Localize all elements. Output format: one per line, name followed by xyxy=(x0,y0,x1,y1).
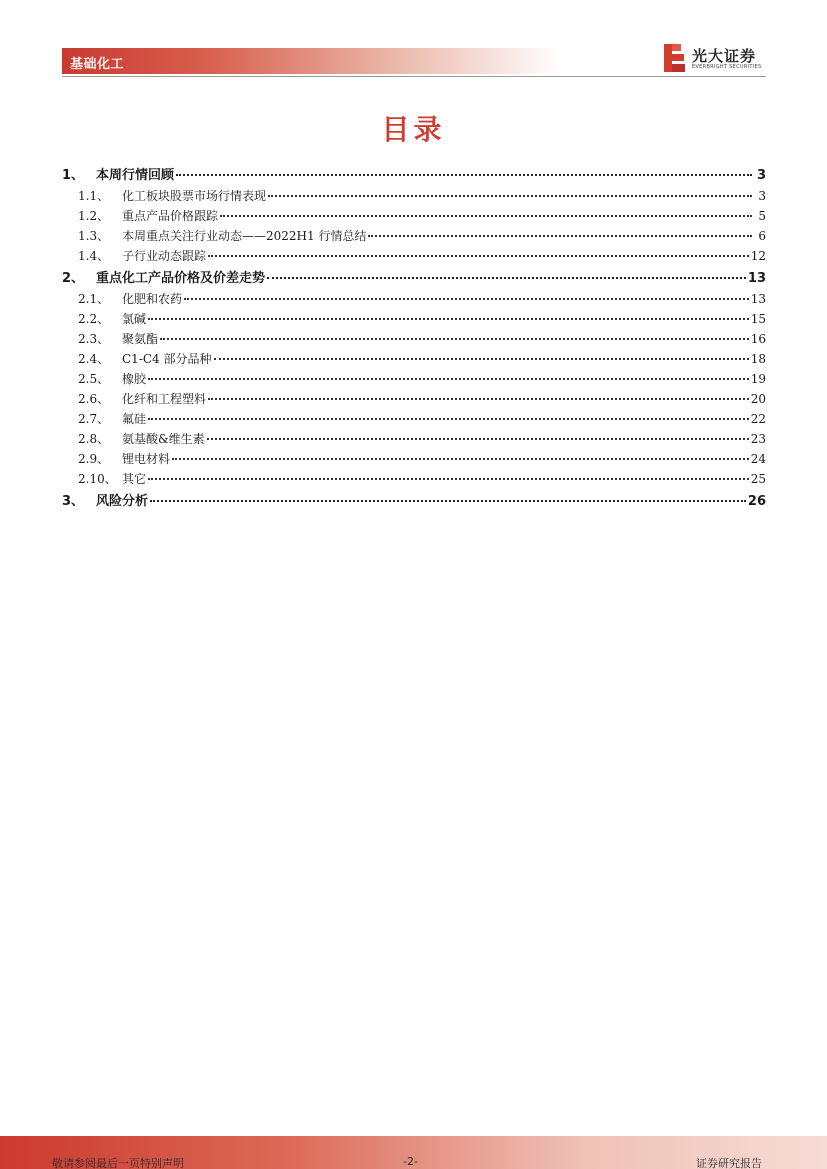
toc-entry[interactable] xyxy=(62,310,766,330)
toc-entry-page: 23 xyxy=(750,432,766,446)
toc-entry[interactable] xyxy=(62,450,766,470)
toc-dot-leader xyxy=(220,215,752,217)
footer-report-type: 证券研究报告 xyxy=(696,1157,762,1169)
toc-entry-number: 2.3、 xyxy=(78,332,110,346)
toc-entry-title: 锂电材料 xyxy=(122,452,171,466)
toc-entry-page: 5 xyxy=(758,209,766,223)
footer-page-number: -2- xyxy=(403,1155,418,1168)
toc-entry[interactable] xyxy=(62,410,766,430)
toc-entry-page: 15 xyxy=(750,312,766,326)
footer-disclaimer: 敬请参阅最后一页特别声明 xyxy=(52,1157,184,1169)
toc-entry-number: 2.6、 xyxy=(78,392,110,406)
toc-entry-number: 1.3、 xyxy=(78,229,110,243)
toc-entry-title: 橡胶 xyxy=(122,372,147,386)
toc-dot-leader xyxy=(268,195,752,197)
toc-entry-title: 化纤和工程塑料 xyxy=(122,392,207,406)
toc-entry-number: 2.5、 xyxy=(78,372,110,386)
toc-dot-leader xyxy=(176,174,752,176)
toc-entry-number: 2.10、 xyxy=(78,472,117,486)
toc-entry-page: 26 xyxy=(747,494,766,509)
toc-dot-leader xyxy=(150,500,746,502)
toc-entry-title: 风险分析 xyxy=(96,494,149,509)
toc-entry[interactable] xyxy=(62,370,766,390)
toc-entry-page: 22 xyxy=(750,412,766,426)
table-of-contents xyxy=(62,164,766,513)
toc-entry[interactable] xyxy=(62,207,766,227)
toc-entry-number: 2.7、 xyxy=(78,412,110,426)
toc-entry[interactable] xyxy=(62,247,766,267)
toc-entry-number: 2.1、 xyxy=(78,292,110,306)
toc-dot-leader xyxy=(208,255,749,257)
toc-entry-page: 25 xyxy=(750,472,766,486)
toc-dot-leader xyxy=(160,338,749,340)
toc-entry-page: 3 xyxy=(756,168,766,183)
toc-entry-title: 其它 xyxy=(122,472,147,486)
toc-entry-number: 1.4、 xyxy=(78,249,110,263)
toc-entry-page: 16 xyxy=(750,332,766,346)
toc-dot-leader xyxy=(368,235,752,237)
toc-entry[interactable] xyxy=(62,227,766,247)
toc-entry[interactable] xyxy=(62,330,766,350)
toc-entry-number: 3、 xyxy=(62,494,85,509)
toc-dot-leader xyxy=(184,298,749,300)
toc-dot-leader xyxy=(208,398,749,400)
logo-name: 光大证券 xyxy=(692,47,757,65)
toc-entry[interactable] xyxy=(62,290,766,310)
toc-entry-number: 1.2、 xyxy=(78,209,110,223)
toc-entry[interactable] xyxy=(62,187,766,207)
toc-entry-title: 氯碱 xyxy=(122,312,147,326)
toc-entry-title: 子行业动态跟踪 xyxy=(122,249,207,263)
toc-entry[interactable] xyxy=(62,350,766,370)
company-logo xyxy=(662,43,772,75)
toc-entry-page: 19 xyxy=(750,372,766,386)
toc-entry[interactable] xyxy=(62,267,766,290)
toc-entry-page: 18 xyxy=(750,352,766,366)
toc-dot-leader xyxy=(148,418,749,420)
toc-entry-title: 本周重点关注行业动态——2022H1 行情总结 xyxy=(122,229,367,243)
toc-dot-leader xyxy=(267,277,746,279)
toc-entry-number: 2.4、 xyxy=(78,352,110,366)
toc-entry-title: C1-C4 部分品种 xyxy=(122,352,212,366)
toc-entry-title: 化工板块股票市场行情表现 xyxy=(122,189,267,203)
toc-entry-title: 重点产品价格跟踪 xyxy=(122,209,219,223)
toc-entry-page: 24 xyxy=(750,452,766,466)
toc-entry-number: 1、 xyxy=(62,168,85,183)
toc-entry-title: 聚氨酯 xyxy=(122,332,159,346)
toc-dot-leader xyxy=(148,478,749,480)
toc-dot-leader xyxy=(207,438,749,440)
toc-entry-page: 13 xyxy=(750,292,766,306)
toc-entry-title: 本周行情回顾 xyxy=(96,168,175,183)
header-band xyxy=(62,48,562,74)
toc-dot-leader xyxy=(148,378,749,380)
toc-entry-page: 3 xyxy=(758,189,766,203)
toc-entry-title: 重点化工产品价格及价差走势 xyxy=(96,271,266,286)
toc-entry-number: 1.1、 xyxy=(78,189,110,203)
toc-entry-number: 2.9、 xyxy=(78,452,110,466)
toc-entry-title: 化肥和农药 xyxy=(122,292,183,306)
header-divider xyxy=(62,76,766,77)
logo-subtitle: EVERBRIGHT SECURITIES xyxy=(692,64,762,70)
toc-entry-title: 氟硅 xyxy=(122,412,147,426)
toc-entry[interactable] xyxy=(62,430,766,450)
toc-entry-page: 13 xyxy=(747,271,766,286)
section-label: 基础化工 xyxy=(70,57,125,72)
page-title: 目录 xyxy=(381,113,446,146)
toc-entry-number: 2.8、 xyxy=(78,432,110,446)
toc-entry-page: 12 xyxy=(750,249,766,263)
everbright-logo-icon xyxy=(662,43,688,73)
toc-entry-number: 2.2、 xyxy=(78,312,110,326)
toc-entry[interactable] xyxy=(62,490,766,513)
toc-entry-page: 20 xyxy=(750,392,766,406)
toc-entry-number: 2、 xyxy=(62,271,85,286)
toc-entry[interactable] xyxy=(62,164,766,187)
toc-dot-leader xyxy=(148,318,749,320)
toc-entry[interactable] xyxy=(62,390,766,410)
toc-dot-leader xyxy=(172,458,749,460)
toc-entry[interactable] xyxy=(62,470,766,490)
toc-entry-page: 6 xyxy=(758,229,766,243)
toc-dot-leader xyxy=(214,358,749,360)
toc-entry-title: 氨基酸&维生素 xyxy=(122,432,205,446)
